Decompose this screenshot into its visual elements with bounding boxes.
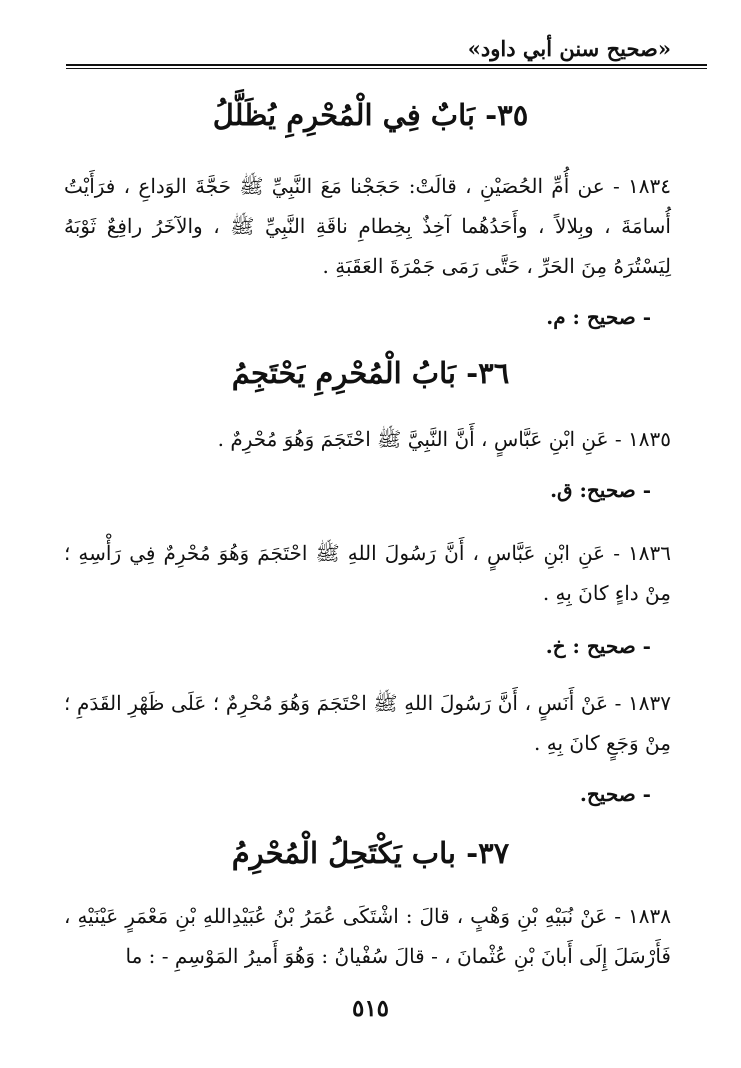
hadith-1837: ١٨٣٧ - عَنْ أَنَسٍ ، أَنَّ رَسُولَ اللهِ ﷺ احْتَجَمَ وَهُوَ مُحْرِمٌ ؛ عَلَى ظَهْرِ القَدَمِ ؛ مِنْ وَجَعٍ كانَ بِهِ .: [64, 691, 671, 755]
header-rule-thin: [66, 68, 707, 69]
hadith-1835: ١٨٣٥ - عَنِ ابْنِ عَبَّاسٍ ، أَنَّ النَّبِيَّ ﷺ احْتَجَمَ وَهُوَ مُحْرِمٌ .: [217, 427, 671, 451]
grade-1836: - صحيح : خ.: [545, 634, 651, 658]
grade-1837: - صحيح.: [579, 782, 651, 806]
chapter-title-37: ٣٧- باب يَكْتَحِلُ الْمُحْرِمُ: [231, 836, 510, 870]
hadith-1834: ١٨٣٤ - عن أُمِّ الحُصَيْنِ ، قالَتْ: حَجَجْنا مَعَ النَّبِيِّ ﷺ حَجَّةَ الوَداعِ ، فرَأَيْتُ أُسامَةَ ، وبِلالاً ، وأَحَدُهُما آخِذٌ بِخِطامِ ناقَةِ النَّبِيِّ ﷺ ، والآخَرُ رافِعٌ ثَوْبَهُ لِيَسْتُرَهُ مِنَ الحَرِّ ، حَتَّى رَمَى جَمْرَةَ العَقَبَةِ .: [64, 174, 671, 278]
hadith-1836: ١٨٣٦ - عَنِ ابْنِ عَبَّاسٍ ، أَنَّ رَسُولَ اللهِ ﷺ احْتَجَمَ وَهُوَ مُحْرِمٌ فِي رَأْسِهِ ؛ مِنْ داءٍ كانَ بِهِ .: [64, 541, 671, 605]
header-rule: [66, 64, 707, 66]
grade-1835: - صحيح: ق.: [550, 478, 651, 502]
chapter-title-35: ٣٥- بَابٌ فِي الْمُحْرِمِ يُظَلَّلُ: [212, 98, 529, 132]
page-number: ٥١٥: [351, 995, 390, 1022]
hadith-1838: ١٨٣٨ - عَنْ نُبَيْهِ بْنِ وَهْبٍ ، قالَ : اشْتَكَى عُمَرُ بْنُ عُبَيْدِاللهِ بْنِ مَعْمَرٍ عَيْنَيْهِ ، فَأَرْسَلَ إِلَى أَبانَ بْنِ عُثْمانَ ، - قالَ سُفْيانُ : وَهُوَ أَميرُ المَوْسِمِ - : ما: [64, 904, 671, 968]
running-head: «صحيح سنن أبي داود»: [467, 36, 671, 61]
grade-1834: - صحيح : م.: [546, 305, 651, 329]
chapter-title-36: ٣٦- بَابُ الْمُحْرِمِ يَحْتَجِمُ: [231, 356, 510, 390]
